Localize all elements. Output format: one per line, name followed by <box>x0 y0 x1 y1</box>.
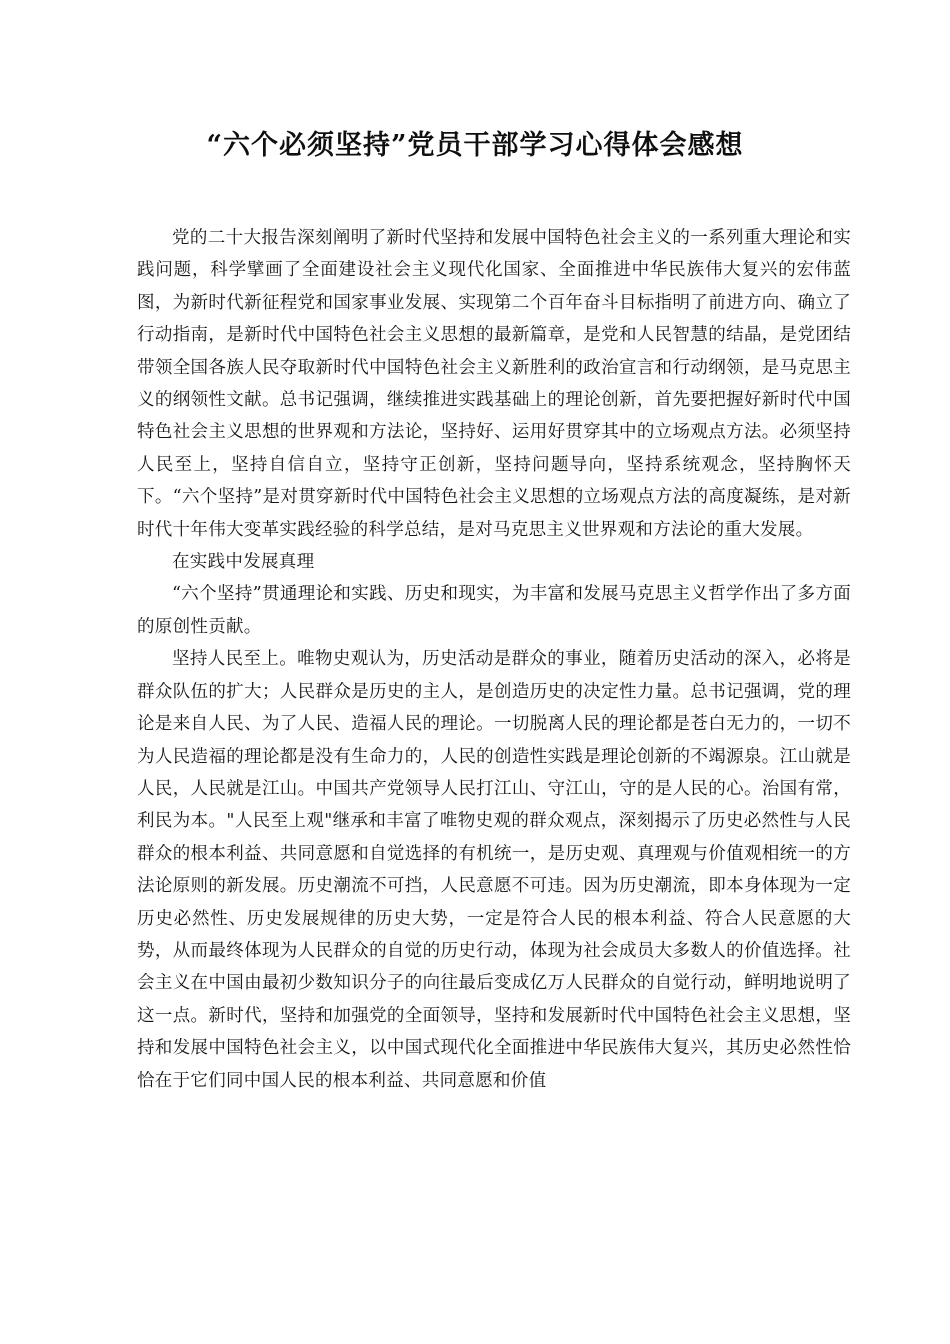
paragraph-intro: 党的二十大报告深刻阐明了新时代坚持和发展中国特色社会主义的一系列重大理论和实践问题，科学擘画了全面建设社会主义现代化国家、全面推进中华民族伟大复兴的宏伟蓝图，为新时代新征程党和国家事业发展、实现第二个百年奋斗目标指明了前进方向、确立了行动指南，是新时代中国特色社会主义思想的最新篇章，是党和人民智慧的结晶，是党团结带领全国各族人民夺取新时代中国特色社会主义新胜利的政治宣言和行动纲领，是马克思主义的纲领性文献。总书记强调，继续推进实践基础上的理论创新，首先要把握好新时代中国特色社会主义思想的世界观和方法论，坚持好、运用好贯穿其中的立场观点方法。必须坚持人民至上，坚持自信自立，坚持守正创新，坚持问题导向，坚持系统观念，坚持胸怀天下。“六个坚持”是对贯穿新时代中国特色社会主义思想的立场观点方法的高度凝练，是对新时代十年伟大变革实践经验的科学总结，是对马克思主义世界观和方法论的重大发展。 <box>137 228 851 540</box>
document-title: “六个必须坚持”党员干部学习心得体会感想 <box>206 130 744 161</box>
paragraph-six-adherences: “六个坚持”贯通理论和实践、历史和现实，为丰富和发展马克思主义哲学作出了多方面的原创性贡献。 <box>137 584 851 637</box>
document-body <box>137 222 851 1097</box>
section-heading: 在实践中发展真理 <box>172 552 315 573</box>
paragraph-people-first: 坚持人民至上。唯物史观认为，历史活动是群众的事业，随着历史活动的深入，必将是群众队伍的扩大；人民群众是历史的主人，是创造历史的决定性力量。总书记强调，党的理论是来自人民、为了人民、造福人民的理论。一切脱离人民的理论都是苍白无力的，一切不为人民造福的理论都是没有生命力的，人民的创造性实践是理论创新的不竭源泉。江山就是人民，人民就是江山。中国共产党领导人民打江山、守江山，守的是人民的心。治国有常，利民为本。"人民至上观"继承和丰富了唯物史观的群众观点，深刻揭示了历史必然性与人民群众的根本利益、共同意愿和自觉选择的有机统一，是历史观、真理观与价值观相统一的方法论原则的新发展。历史潮流不可挡，人民意愿不可违。因为历史潮流，即本身体现为一定历史必然性、历史发展规律的历史大势，一定是符合人民的根本利益、符合人民意愿的大势，从而最终体现为人民群众的自觉的历史行动，体现为社会成员大多数人的价值选择。社会主义在中国由最初少数知识分子的向往最后变成亿万人民群众的自觉行动，鲜明地说明了这一点。新时代，坚持和加强党的全面领导，坚持和发展新时代中国特色社会主义思想，坚持和发展中国特色社会主义，以中国式现代化全面推进中华民族伟大复兴，其历史必然性恰恰在于它们同中国人民的根本利益、共同意愿和价值 <box>137 649 851 1091</box>
